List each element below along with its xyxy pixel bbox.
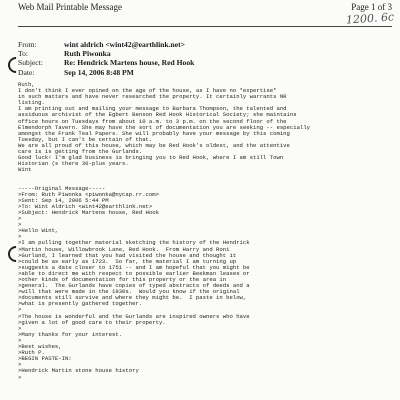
body-line: Tuesday, but I can't be certain of that.: [18, 135, 153, 143]
body-line: >: [18, 361, 22, 369]
body-line: >Many thanks for your interest.: [18, 330, 123, 338]
body-line: >BEGIN PASTE-IN:: [18, 355, 72, 363]
body-line: Wint: [18, 166, 32, 174]
print-page-number: Page 1 of 3: [351, 2, 392, 12]
body-line: I don't think I ever opined on the age of the house, as I have no *expertise*: [18, 87, 277, 95]
body-line: Good luck! I'm glad business is bringing you to Red Hook, where I am still Town: [18, 154, 284, 162]
body-line: office hours on Tuesdays from about 10 a.m. to 3 p.m. on the second floor of the: [18, 117, 287, 125]
body-line: >Best wishes,: [18, 343, 62, 351]
body-line: listing.: [18, 99, 45, 107]
print-header-title: Web Mail Printable Message: [18, 2, 123, 12]
message-body: [18, 82, 392, 381]
body-line: >From: Ruth Piwonka <piwonka@nycap.rr.com>: [18, 190, 159, 198]
body-line: >Martin house, Willowbrook Lane, Red Hook. From Harry and Roni: [18, 245, 230, 253]
body-line: assiduous archivist of the Egbert Benson Red Hook Historical Society; she maintains: [18, 111, 297, 119]
date-label: Date:: [18, 67, 35, 77]
to-row: [18, 49, 194, 58]
body-line: >: [18, 233, 22, 241]
body-line: >other kinds of documentation for this property or the area in: [18, 276, 227, 283]
subject-label: Subject:: [18, 58, 43, 68]
body-line: >able to direct me with respect to possible earlier Beekman leases or: [18, 269, 250, 277]
from-value: wint aldrich <wint42@earthlink.net>: [64, 40, 185, 49]
date-value: Sep 14, 2006 8:48 PM: [64, 67, 134, 77]
body-line: >To: Wint Aldrich <wint42@earthlink.net>: [18, 202, 153, 210]
to-value: Ruth Piwonka: [64, 49, 111, 59]
body-line: >Subject: Hendrick Martens house, Red Hook: [18, 208, 159, 216]
body-line: in such matters and have never researched the property. It certainly warrants NR: [18, 93, 287, 101]
body-line: >: [18, 215, 22, 223]
to-label: To:: [18, 49, 29, 59]
body-line: >Gurland, I learned that you had visited the house and thought it: [18, 251, 237, 259]
body-line: >documents still survive and where they might be. I paste in below,: [18, 294, 247, 302]
body-line: >Ruth P.: [18, 349, 45, 357]
message-header: [18, 40, 194, 77]
from-row: [18, 40, 194, 49]
body-line: -----Original Message-----: [18, 184, 106, 192]
body-line: >I am pulling together material sketching the history of the Hendrick: [18, 239, 250, 247]
body-line: Ruth,: [18, 81, 35, 88]
body-line: amongst the Frank Teal Papers. She will probably have your message by this coming: [18, 129, 290, 137]
from-label: From:: [18, 40, 37, 49]
body-line: >what is presently gathered together.: [18, 300, 143, 308]
body-line: >Hendrick Martin stone house history: [18, 367, 139, 375]
handwritten-annotation: 1200. 6c: [345, 10, 395, 27]
body-line: >general. The Gurlands have copies of typed abstracts of deeds and a: [18, 282, 250, 290]
body-line: Elmendorph Tavern. She may have the sort of documentation you are seeking -- especially: [18, 123, 311, 131]
body-line: I am printing out and mailing your message to Barbara Thompson, the talented and: [18, 105, 287, 113]
body-line: >Hello Wint,: [18, 227, 59, 235]
body-line: We are all proud of this house, which may be Red Hook's oldest, and the attentive: [18, 141, 290, 149]
subject-row: [18, 58, 194, 67]
subject-value: Re: Hendrick Martens house, Red Hook: [64, 58, 195, 68]
body-line: >: [18, 324, 22, 332]
body-line: >Sent: Sep 14, 2006 5:44 PM: [18, 196, 109, 204]
header-divider: [18, 26, 392, 27]
body-line: >: [18, 373, 22, 381]
body-line: >: [18, 336, 22, 344]
body-line: care is is getting from the Gurlands.: [18, 148, 143, 156]
body-line: Historian (s there 30-plus years.: [18, 160, 129, 168]
body-line: >suggests a date closer to 1751 -- and I am hopeful that you might be: [18, 263, 250, 271]
body-line: >: [18, 221, 22, 229]
body-line: >given a lot of good care to their property.: [18, 318, 166, 326]
date-row: [18, 68, 194, 77]
body-line: >: [18, 306, 22, 314]
body-line: >will that were made in the 1930s. Would you know if the original: [18, 288, 240, 296]
body-line: >The house is wonderful and the Gurlands are inspired owners who have: [18, 312, 250, 320]
body-line: >could be as early as 1723. So far, the material I am turning up: [18, 257, 237, 265]
